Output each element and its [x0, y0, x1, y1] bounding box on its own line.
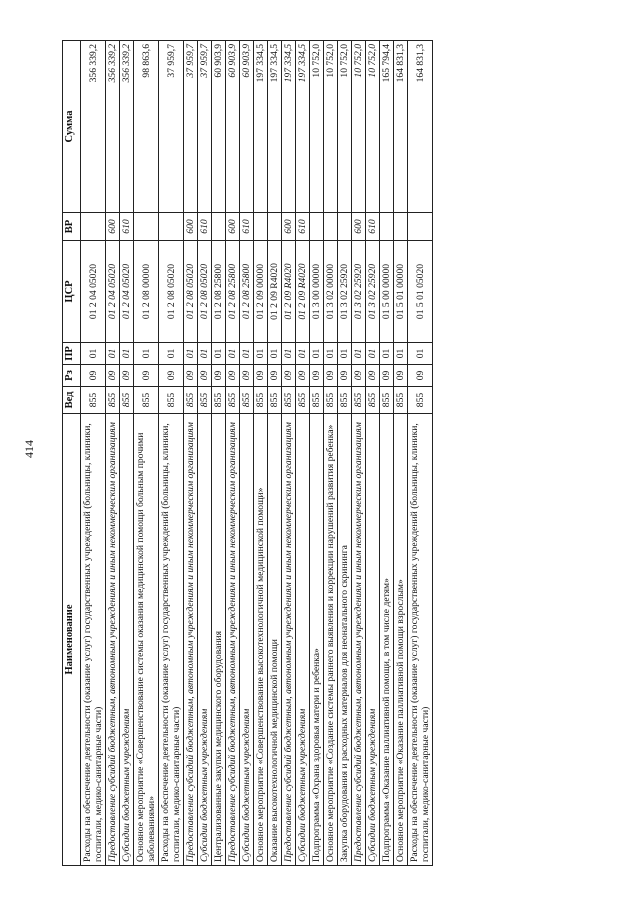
cell-sum: 197 334,5	[281, 40, 295, 212]
table-row	[351, 40, 365, 865]
cell-pr: 01	[105, 342, 119, 364]
cell-vr	[323, 212, 337, 240]
table-row	[211, 40, 225, 865]
cell-ved: 855	[407, 386, 432, 413]
cell-sum: 356 339,2	[80, 40, 105, 212]
cell-vr	[211, 212, 225, 240]
cell-ved: 855	[183, 386, 197, 413]
cell-sum: 197 334,5	[267, 40, 281, 212]
cell-csr: 01 2 08 25800	[239, 240, 253, 342]
cell-name: Расходы на обеспечение деятельности (оказание услуг) государственных учреждений (больницы, клиники, госпитали, медико-санитарные части)	[80, 413, 105, 865]
cell-name: Предоставление субсидий бюджетным, автономным учреждениям и иным некоммерческим организациям	[281, 413, 295, 865]
cell-rz: 09	[295, 364, 309, 386]
table-row	[281, 40, 295, 865]
table-row	[119, 40, 133, 865]
cell-pr: 01	[119, 342, 133, 364]
cell-pr: 01	[351, 342, 365, 364]
cell-name: Основное мероприятие «Оказание паллиативной помощи взрослым»	[393, 413, 407, 865]
cell-rz: 09	[211, 364, 225, 386]
cell-csr: 01 2 08 25800	[211, 240, 225, 342]
cell-pr: 01	[133, 342, 158, 364]
cell-csr: 01 2 08 05020	[183, 240, 197, 342]
table-row	[337, 40, 351, 865]
cell-csr: 01 2 08 00000	[133, 240, 158, 342]
cell-name: Подпрограмма «Охрана здоровья матери и ребенка»	[309, 413, 323, 865]
cell-name: Предоставление субсидий бюджетным, автономным учреждениям и иным некоммерческим организациям	[183, 413, 197, 865]
cell-vr	[267, 212, 281, 240]
cell-name: Централизованные закупки медицинского оборудования	[211, 413, 225, 865]
cell-pr: 01	[225, 342, 239, 364]
cell-name: Основное мероприятие «Совершенствование системы оказания медицинской помощи больным прочими заболеваниями»	[133, 413, 158, 865]
cell-vr	[158, 212, 183, 240]
cell-rz: 09	[225, 364, 239, 386]
cell-pr: 01	[158, 342, 183, 364]
cell-rz: 09	[379, 364, 393, 386]
table-row	[253, 40, 267, 865]
cell-pr: 01	[295, 342, 309, 364]
cell-ved: 855	[158, 386, 183, 413]
cell-rz: 09	[197, 364, 211, 386]
table-row	[105, 40, 119, 865]
cell-pr: 01	[365, 342, 379, 364]
cell-sum: 60 903,9	[211, 40, 225, 212]
budget-table-container	[62, 41, 579, 866]
table-row	[239, 40, 253, 865]
cell-ved: 855	[309, 386, 323, 413]
cell-ved: 855	[351, 386, 365, 413]
cell-ved: 855	[267, 386, 281, 413]
cell-pr: 01	[323, 342, 337, 364]
table-row	[133, 40, 158, 865]
cell-sum: 165 794,4	[379, 40, 393, 212]
cell-sum: 60 903,9	[239, 40, 253, 212]
cell-csr: 01 2 08 05020	[158, 240, 183, 342]
cell-sum: 10 752,0	[309, 40, 323, 212]
cell-rz: 09	[351, 364, 365, 386]
cell-ved: 855	[295, 386, 309, 413]
cell-rz: 09	[365, 364, 379, 386]
cell-ved: 855	[365, 386, 379, 413]
cell-rz: 09	[253, 364, 267, 386]
table-row	[379, 40, 393, 865]
header-sum: Сумма	[62, 40, 80, 212]
cell-name: Основное мероприятие «Совершенствование высокотехнологичной медицинской помощи»	[253, 413, 267, 865]
cell-vr	[253, 212, 267, 240]
cell-ved: 855	[80, 386, 105, 413]
cell-sum: 37 959,7	[197, 40, 211, 212]
cell-sum: 60 903,9	[225, 40, 239, 212]
cell-vr	[337, 212, 351, 240]
cell-pr: 01	[281, 342, 295, 364]
cell-pr: 01	[393, 342, 407, 364]
cell-ved: 855	[323, 386, 337, 413]
cell-vr: 610	[365, 212, 379, 240]
cell-rz: 09	[133, 364, 158, 386]
cell-ved: 855	[253, 386, 267, 413]
cell-pr: 01	[239, 342, 253, 364]
table-row	[158, 40, 183, 865]
cell-ved: 855	[225, 386, 239, 413]
cell-rz: 09	[105, 364, 119, 386]
cell-vr: 600	[225, 212, 239, 240]
table-row	[323, 40, 337, 865]
cell-vr: 600	[281, 212, 295, 240]
cell-rz: 09	[323, 364, 337, 386]
cell-rz: 09	[281, 364, 295, 386]
cell-vr	[407, 212, 432, 240]
cell-csr: 01 3 02 25920	[365, 240, 379, 342]
table-row	[80, 40, 105, 865]
cell-ved: 855	[105, 386, 119, 413]
cell-pr: 01	[183, 342, 197, 364]
cell-rz: 09	[267, 364, 281, 386]
cell-name: Расходы на обеспечение деятельности (оказание услуг) государственных учреждений (больницы, клиники, госпитали, медико-санитарные части)	[158, 413, 183, 865]
cell-name: Оказание высокотехнологичной медицинской помощи	[267, 413, 281, 865]
cell-csr: 01 2 09 00000	[253, 240, 267, 342]
cell-pr: 01	[267, 342, 281, 364]
cell-vr: 610	[197, 212, 211, 240]
cell-pr: 01	[379, 342, 393, 364]
cell-sum: 164 831,3	[393, 40, 407, 212]
cell-pr: 01	[309, 342, 323, 364]
table-row	[197, 40, 211, 865]
cell-ved: 855	[197, 386, 211, 413]
cell-csr: 01 2 08 25800	[225, 240, 239, 342]
cell-csr: 01 3 02 25920	[337, 240, 351, 342]
header-vr: ВР	[62, 212, 80, 240]
cell-csr: 01 5 01 05020	[407, 240, 432, 342]
cell-name: Субсидии бюджетным учреждениям	[119, 413, 133, 865]
cell-rz: 09	[309, 364, 323, 386]
table-row	[365, 40, 379, 865]
cell-name: Расходы на обеспечение деятельности (оказание услуг) государственных учреждений (больницы, клиники, госпитали, медико-санитарные части)	[407, 413, 432, 865]
budget-table	[62, 40, 433, 866]
cell-name: Закупка оборудования и расходных материалов для неонатального скрининга	[337, 413, 351, 865]
cell-csr: 01 5 01 00000	[393, 240, 407, 342]
cell-ved: 855	[379, 386, 393, 413]
header-ved: Вед	[62, 386, 80, 413]
cell-name: Основное мероприятие «Создание системы раннего выявления и коррекции нарушений развития ребенка»	[323, 413, 337, 865]
page-number: 414	[22, 440, 36, 458]
header-name: Наименование	[62, 413, 80, 865]
cell-sum: 10 752,0	[365, 40, 379, 212]
cell-sum: 356 339,2	[119, 40, 133, 212]
cell-csr: 01 2 04 05020	[119, 240, 133, 342]
cell-rz: 09	[183, 364, 197, 386]
table-row	[225, 40, 239, 865]
cell-ved: 855	[211, 386, 225, 413]
cell-sum: 164 831,3	[407, 40, 432, 212]
header-pr: ПР	[62, 342, 80, 364]
cell-csr: 01 5 00 00000	[379, 240, 393, 342]
cell-sum: 98 863,6	[133, 40, 158, 212]
cell-sum: 197 334,5	[295, 40, 309, 212]
cell-csr: 01 2 08 05020	[197, 240, 211, 342]
cell-name: Субсидии бюджетным учреждениям	[239, 413, 253, 865]
cell-pr: 01	[407, 342, 432, 364]
table-row	[267, 40, 281, 865]
cell-name: Предоставление субсидий бюджетным, автономным учреждениям и иным некоммерческим организациям	[351, 413, 365, 865]
cell-sum: 37 959,7	[158, 40, 183, 212]
cell-sum: 10 752,0	[323, 40, 337, 212]
cell-pr: 01	[337, 342, 351, 364]
cell-vr: 610	[119, 212, 133, 240]
cell-csr: 01 2 04 05020	[105, 240, 119, 342]
table-row	[407, 40, 432, 865]
cell-name: Субсидии бюджетным учреждениям	[365, 413, 379, 865]
cell-name: Подпрограмма «Оказание паллиативной помощи, в том числе детям»	[379, 413, 393, 865]
cell-vr: 600	[105, 212, 119, 240]
cell-rz: 09	[337, 364, 351, 386]
cell-rz: 09	[158, 364, 183, 386]
cell-vr	[379, 212, 393, 240]
cell-vr	[133, 212, 158, 240]
table-row	[183, 40, 197, 865]
cell-sum: 10 752,0	[351, 40, 365, 212]
cell-sum: 356 339,2	[105, 40, 119, 212]
cell-name: Предоставление субсидий бюджетным, автономным учреждениям и иным некоммерческим организациям	[105, 413, 119, 865]
cell-vr	[80, 212, 105, 240]
cell-ved: 855	[337, 386, 351, 413]
cell-ved: 855	[119, 386, 133, 413]
table-header-row	[62, 40, 80, 865]
cell-pr: 01	[80, 342, 105, 364]
cell-csr: 01 3 00 00000	[309, 240, 323, 342]
cell-sum: 10 752,0	[337, 40, 351, 212]
cell-name: Субсидии бюджетным учреждениям	[197, 413, 211, 865]
cell-ved: 855	[133, 386, 158, 413]
cell-rz: 09	[393, 364, 407, 386]
table-row	[393, 40, 407, 865]
cell-pr: 01	[211, 342, 225, 364]
cell-sum: 197 334,5	[253, 40, 267, 212]
table-row	[309, 40, 323, 865]
cell-ved: 855	[239, 386, 253, 413]
cell-vr	[309, 212, 323, 240]
cell-ved: 855	[393, 386, 407, 413]
cell-pr: 01	[197, 342, 211, 364]
cell-name: Субсидии бюджетным учреждениям	[295, 413, 309, 865]
header-rz: Рз	[62, 364, 80, 386]
cell-vr	[393, 212, 407, 240]
cell-csr: 01 3 02 00000	[323, 240, 337, 342]
cell-vr: 610	[239, 212, 253, 240]
cell-rz: 09	[80, 364, 105, 386]
cell-csr: 01 2 09 R4020	[281, 240, 295, 342]
cell-rz: 09	[407, 364, 432, 386]
cell-rz: 09	[239, 364, 253, 386]
cell-sum: 37 959,7	[183, 40, 197, 212]
cell-vr: 600	[351, 212, 365, 240]
cell-rz: 09	[119, 364, 133, 386]
cell-csr: 01 2 09 R4020	[295, 240, 309, 342]
cell-csr: 01 3 02 25920	[351, 240, 365, 342]
table-row	[295, 40, 309, 865]
cell-pr: 01	[253, 342, 267, 364]
cell-csr: 01 2 09 R4020	[267, 240, 281, 342]
cell-vr: 600	[183, 212, 197, 240]
cell-name: Предоставление субсидий бюджетным, автономным учреждениям и иным некоммерческим организациям	[225, 413, 239, 865]
cell-ved: 855	[281, 386, 295, 413]
cell-csr: 01 2 04 05020	[80, 240, 105, 342]
cell-vr: 610	[295, 212, 309, 240]
header-csr: ЦСР	[62, 240, 80, 342]
